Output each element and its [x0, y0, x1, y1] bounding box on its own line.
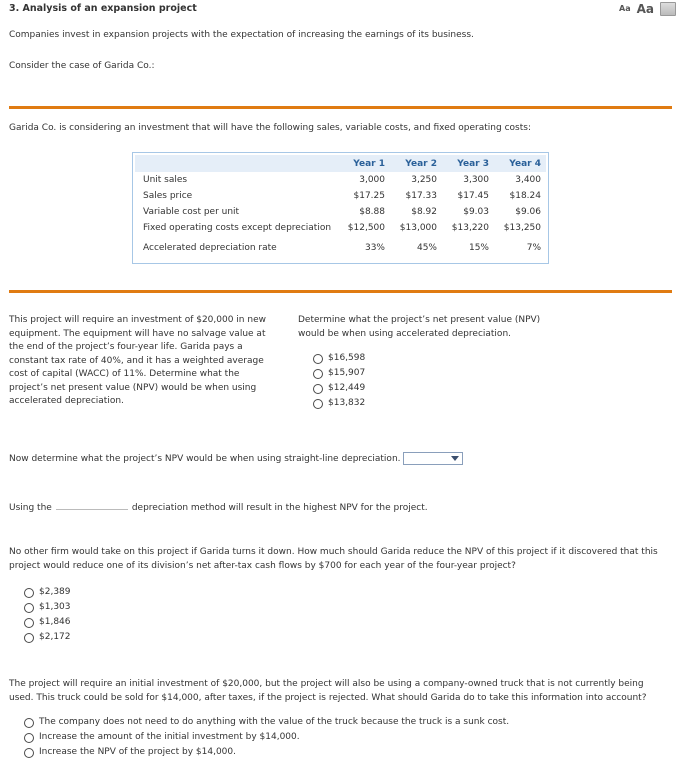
option-label: $1,846 — [39, 616, 71, 627]
truck-options — [24, 715, 509, 760]
question-line: would be when using accelerated depreciation. — [298, 328, 512, 339]
reduction-option[interactable] — [24, 630, 71, 645]
cell: $17.33 — [405, 191, 437, 202]
row-label: Accelerated depreciation rate — [143, 243, 277, 254]
using-suffix: depreciation method will result in the highest NPV for the project. — [131, 503, 428, 513]
radio-button[interactable] — [313, 384, 323, 394]
description-line: equipment. The equipment will have no salvage value at — [9, 328, 266, 339]
cell: 3,400 — [515, 175, 541, 186]
radio-button[interactable] — [313, 399, 323, 409]
radio-button[interactable] — [24, 618, 34, 628]
intro-text: Companies invest in expansion projects with the expectation of increasing the earnings of its business. — [9, 30, 474, 40]
year-header: Year 2 — [405, 159, 437, 170]
question-line: No other firm would take on this project if Garida turns it down. How much should Garida reduce the NPV of this project if it discovered that this — [9, 547, 658, 557]
truck-option[interactable] — [24, 730, 509, 745]
question-line: used. This truck could be sold for $14,000, after taxes, if the project is rejected. What should Garida do to take this information into account? — [9, 692, 647, 703]
font-decrease-button[interactable]: Aa — [619, 4, 631, 13]
year-header: Year 3 — [457, 159, 489, 170]
radio-button[interactable] — [313, 369, 323, 379]
method-sentence — [9, 500, 428, 516]
row-label: Variable cost per unit — [143, 207, 240, 218]
print-icon[interactable] — [660, 2, 676, 16]
cell: $18.24 — [509, 191, 541, 202]
reduction-options — [24, 585, 71, 645]
straight-line-row — [9, 452, 463, 467]
option-label: $12,449 — [328, 382, 366, 393]
radio-button[interactable] — [24, 588, 34, 598]
question-line: The project will require an initial investment of $20,000, but the project will also be using a company-owned truck that is not currently being — [9, 679, 644, 689]
font-size-controls — [619, 0, 676, 18]
cell: 3,000 — [359, 175, 385, 186]
font-increase-button[interactable]: Aa — [636, 2, 654, 16]
question-title: 3. Analysis of an expansion project — [9, 3, 197, 14]
description-line: accelerated depreciation. — [9, 396, 124, 406]
description-line: This project will require an investment of $20,000 in new — [9, 315, 266, 325]
table-header-row — [139, 157, 545, 173]
cost-table-box — [132, 152, 549, 264]
table-row — [139, 221, 545, 237]
npv-options — [313, 351, 365, 411]
option-label: $13,832 — [328, 397, 366, 408]
option-label: Increase the amount of the initial investment by $14,000. — [39, 731, 300, 742]
cell: $8.92 — [411, 207, 437, 218]
option-label: $16,598 — [328, 352, 366, 363]
reduction-option[interactable] — [24, 615, 71, 630]
using-prefix: Using the — [9, 503, 52, 513]
radio-button[interactable] — [313, 354, 323, 364]
year-header: Year 4 — [509, 159, 541, 170]
intro-case: Consider the case of Garida Co.: — [9, 61, 155, 71]
question-line: project would reduce one of its division’s net after-tax cash flows by $700 for each year of the four-year project? — [9, 560, 516, 571]
row-label: Unit sales — [143, 175, 188, 186]
cell: $13,000 — [399, 223, 437, 234]
row-label: Fixed operating costs except depreciation — [143, 223, 332, 234]
chevron-down-icon — [451, 456, 459, 461]
option-label: Increase the NPV of the project by $14,000. — [39, 746, 236, 757]
npv-option[interactable] — [313, 396, 365, 411]
npv-option[interactable] — [313, 366, 365, 381]
option-label: $2,172 — [39, 631, 71, 642]
straight-line-prompt: Now determine what the project’s NPV would be when using straight-line depreciation. — [9, 454, 401, 464]
section-divider — [9, 290, 672, 293]
table-row — [139, 173, 545, 189]
radio-button[interactable] — [24, 718, 34, 728]
section-divider — [9, 106, 672, 109]
cell: $17.45 — [457, 191, 489, 202]
description-line: constant tax rate of 40%, and it has a weighted average — [9, 355, 264, 366]
straight-line-npv-dropdown[interactable] — [403, 452, 463, 465]
row-label: Sales price — [143, 191, 193, 202]
radio-button[interactable] — [24, 603, 34, 613]
reduction-option[interactable] — [24, 600, 71, 615]
year-header: Year 1 — [353, 159, 385, 170]
table-row — [139, 237, 545, 257]
section1-text: Garida Co. is considering an investment that will have the following sales, variable costs, and fixed operating costs: — [9, 123, 531, 133]
cell: $9.03 — [463, 207, 489, 218]
project-description — [9, 314, 279, 409]
description-line: the end of the project’s four-year life. Garida pays a — [9, 342, 243, 352]
option-label: $1,303 — [39, 601, 71, 612]
cell: 3,300 — [463, 175, 489, 186]
radio-button[interactable] — [24, 633, 34, 643]
cell: $12,500 — [347, 223, 385, 234]
option-label: The company does not need to do anything with the value of the truck because the truck is a sunk cost. — [39, 716, 510, 727]
option-label: $15,907 — [328, 367, 366, 378]
cell: 15% — [468, 243, 489, 254]
truck-option[interactable] — [24, 715, 509, 730]
cell: $13,250 — [503, 223, 541, 234]
truck-option[interactable] — [24, 745, 509, 760]
method-blank-field[interactable] — [56, 500, 128, 510]
question-line: Determine what the project’s net present value (NPV) — [298, 315, 541, 325]
description-line: project’s net present value (NPV) would be when using — [9, 382, 257, 393]
npv-question — [298, 314, 540, 341]
npv-option[interactable] — [313, 381, 365, 396]
cell: $13,220 — [451, 223, 489, 234]
cell: $17.25 — [353, 191, 385, 202]
radio-button[interactable] — [24, 733, 34, 743]
npv-option[interactable] — [313, 351, 365, 366]
reduction-option[interactable] — [24, 585, 71, 600]
cell: $8.88 — [359, 207, 385, 218]
cost-table — [139, 157, 545, 257]
radio-button[interactable] — [24, 748, 34, 758]
table-row — [139, 189, 545, 205]
option-label: $2,389 — [39, 586, 71, 597]
table-row — [139, 205, 545, 221]
cell: 7% — [526, 243, 541, 254]
cash-flow-question — [9, 546, 677, 573]
description-line: cost of capital (WACC) of 11%. Determine what the — [9, 369, 240, 379]
cell: 3,250 — [411, 175, 437, 186]
truck-question — [9, 678, 677, 705]
cell: $9.06 — [515, 207, 541, 218]
cell: 45% — [416, 243, 437, 254]
cell: 33% — [364, 243, 385, 254]
